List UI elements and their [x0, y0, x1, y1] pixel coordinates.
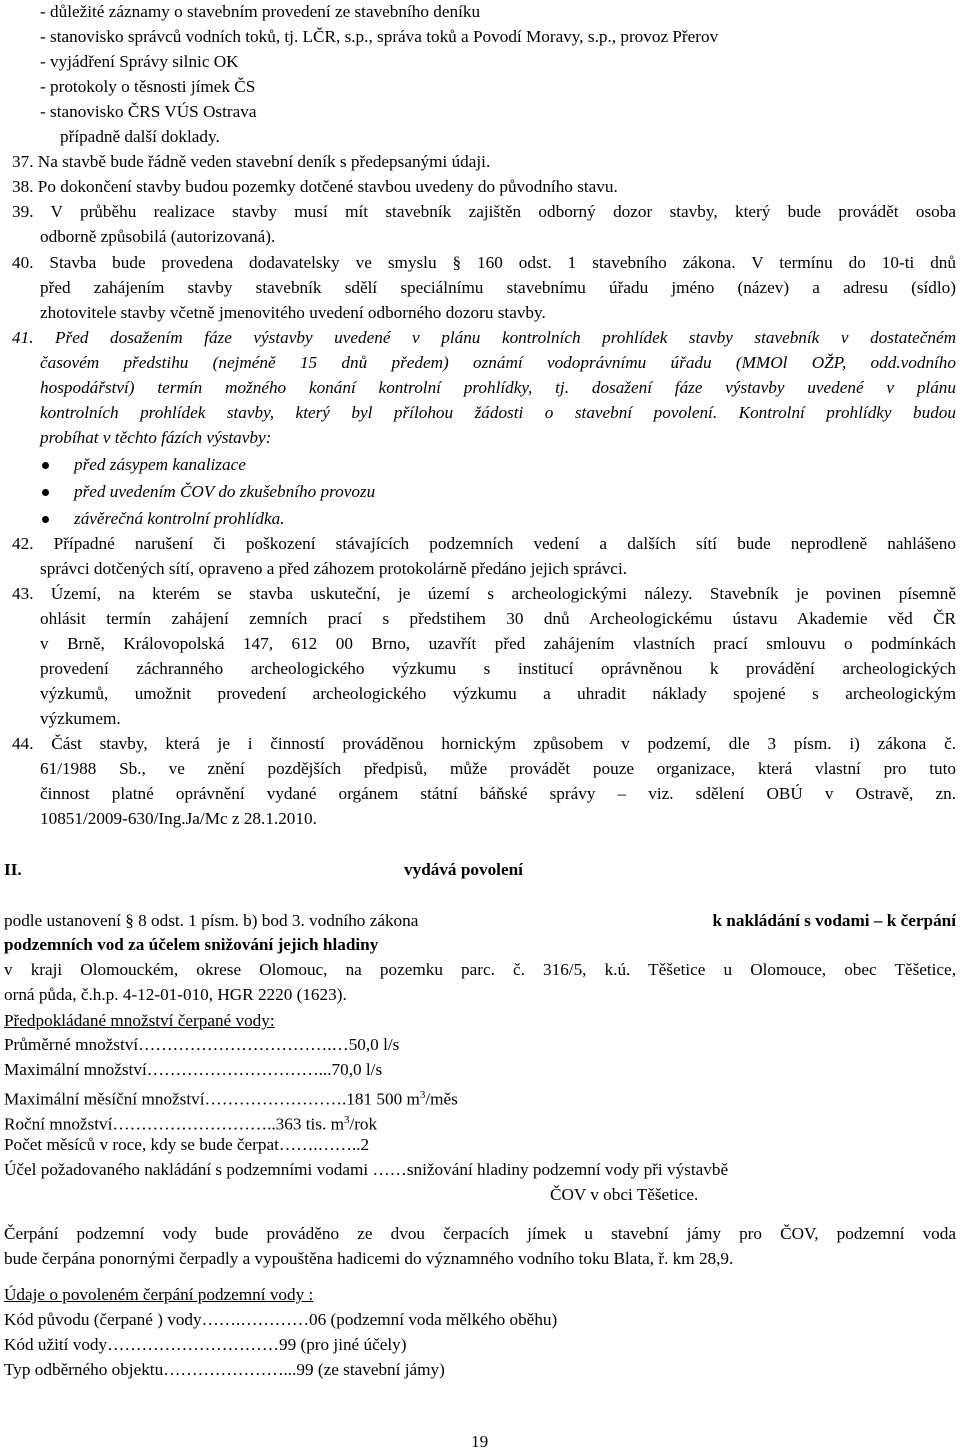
condition-40-line: zhotovitele stavby včetně jmenovitého uvedení odborného dozoru stavby. [40, 303, 546, 322]
condition-43-line: výzkumem. [40, 709, 121, 728]
code-dots: …….………… [201, 1310, 310, 1329]
amount-value: 2 [360, 1135, 370, 1154]
basis-text: podle ustanovení § 8 odst. 1 písm. b) bod 3. vodního zákona [4, 911, 419, 930]
condition-44-line: 10851/2009-630/Ing.Ja/Mc z 28.1.2010. [40, 809, 317, 828]
amount-value: 70,0 l/s [331, 1060, 383, 1079]
condition-41-line: 41. Před dosažením fáze výstavby uvedené v plánu kontrolních prohlídek stavby stavebník v dostatečném [12, 328, 956, 347]
amount-unit: /měs [425, 1089, 458, 1109]
purpose-value: ČOV v obci Těšetice. [550, 1185, 699, 1204]
basis-line [4, 911, 956, 931]
condition-41-line: hospodářství) termín možného konání kontrolní prohlídky, tj. dosažení fáze výstavby uvedené v plánu [40, 378, 956, 397]
amount-label: Počet měsíců v roce, kdy se bude čerpat [4, 1135, 279, 1154]
dash-item: - protokoly o těsnosti jímek ČS [40, 77, 256, 96]
condition-43-line: výzkumů, umožnit provedení archeologického výzkumu a uhradit náklady spojené s archeologickým [40, 684, 956, 703]
dash-tail: případně další doklady. [60, 127, 220, 146]
amount-dots: ……………………….. [112, 1114, 276, 1134]
code-row [4, 1335, 406, 1355]
purpose-dots: …… [372, 1160, 407, 1179]
amount-dots: …………………………... [146, 1060, 332, 1079]
condition-41-line: kontrolních prohlídek stavby, který byl přílohou žádosti o stavební povolení. Kontrolní prohlídky budou [40, 403, 956, 422]
condition-43-line: v Brně, Královopolská 147, 612 00 Brno, uzavřít před zahájením vlastních prací smlouvu o podmínkách [40, 634, 956, 653]
amount-row [4, 1085, 458, 1110]
section-title: vydává povolení [404, 860, 523, 879]
code-value: 06 (podzemní voda mělkého oběhu) [309, 1310, 558, 1329]
amount-label: Roční množství [4, 1114, 113, 1134]
condition-39-line: odborně způsobilá (autorizovaná). [40, 227, 276, 246]
location-line: v kraji Olomouckém, okrese Olomouc, na pozemku parc. č. 316/5, k.ú. Těšetice u Olomouce, obec Těšetice, [4, 960, 956, 979]
amount-label: Maximální množství [4, 1060, 147, 1079]
amount-value: 181 500 m [346, 1089, 420, 1109]
amounts-heading: Předpokládané množství čerpané vody: [4, 1011, 275, 1030]
amount-dots: ……………………. [204, 1089, 347, 1109]
code-value: 99 (pro jiné účely) [279, 1335, 407, 1354]
amount-value: 50,0 l/s [348, 1035, 400, 1054]
amount-dots: …………………………….… [138, 1035, 349, 1054]
amount-label: Průměrné množství [4, 1035, 139, 1054]
bullet-icon [42, 462, 49, 469]
pumping-line: Čerpání podzemní vody bude prováděno ze dvou čerpacích jímek u stavební jámy pro ČOV, podzemní voda [4, 1224, 956, 1243]
bullet-item: před uvedením ČOV do zkušebního provozu [74, 482, 376, 501]
code-label: Typ odběrného objektu [4, 1360, 164, 1379]
condition-44-line: činnost platné oprávnění vydané orgánem státní báňské správy – viz. sdělení OBÚ v Ostravě, zn. [40, 784, 956, 803]
condition-42-line: správci dotčených sítí, opraveno a před záhozem protokolárně předáno jejich správci. [40, 559, 628, 578]
condition-40-line: 40. Stavba bude provedena dodavatelsky ve smyslu § 160 odst. 1 stavebního zákona. V termínu do 10-ti dnů [12, 253, 956, 272]
location-line: orná půda, č.h.p. 4-12-01-010, HGR 2220 (1623). [4, 985, 347, 1004]
code-label: Kód původu (čerpané ) vody [4, 1310, 202, 1329]
condition-37: 37. Na stavbě bude řádně veden stavební deník s předepsanými údaji. [12, 152, 491, 171]
condition-44-line: 61/1988 Sb., ve znění pozdějších předpisů, může provádět pouze organizace, která vlastní pro tuto [40, 759, 956, 778]
basis-permit-text: podzemních vod za účelem snižování jejich hladiny [4, 935, 379, 954]
dash-item: - stanovisko ČRS VÚS Ostrava [40, 102, 257, 121]
condition-43-line: 43. Území, na kterém se stavba uskuteční, je území s archeologickými nálezy. Stavebník je povinen písemně [12, 584, 956, 603]
condition-41-line: probíhat v těchto fázích výstavby: [40, 428, 272, 447]
condition-43-line: ohlásit termín zahájení zemních prací s předstihem 30 dnů Archeologickému ústavu Akademie věd ČR [40, 609, 956, 628]
bullet-item: před zásypem kanalizace [74, 455, 246, 474]
purpose-row [4, 1160, 728, 1180]
dash-item: - stanovisko správců vodních toků, tj. LČR, s.p., správa toků a Povodí Moravy, s.p., provoz Přerov [40, 27, 719, 46]
bullet-icon [42, 516, 49, 523]
condition-42-line: 42. Případné narušení či poškození stávajících podzemních vedení a dalších sítí bude neprodleně nahlášeno [12, 534, 956, 553]
basis-permit-text: k nakládání s vodami – k čerpání [712, 911, 956, 930]
purpose-value: snižování hladiny podzemní vody při výstavbě [406, 1160, 729, 1179]
amount-value: 363 tis. m [275, 1114, 344, 1134]
code-value: 99 (ze stavební jámy) [296, 1360, 445, 1379]
bullet-icon [42, 489, 49, 496]
page-number: 19 [471, 1432, 489, 1451]
data-heading: Údaje o povoleném čerpání podzemní vody : [4, 1285, 314, 1304]
amount-row [4, 1060, 382, 1080]
code-row [4, 1360, 445, 1380]
amount-superscript: 3 [419, 1089, 426, 1101]
dash-item: - důležité záznamy o stavebním provedení ze stavebního deníku [40, 2, 481, 21]
amount-superscript: 3 [343, 1114, 350, 1126]
condition-44-line: 44. Část stavby, která je i činností prováděnou hornickým způsobem v podzemí, dle 3 písm. i) zákona č. [12, 734, 956, 753]
amount-label: Maximální měsíční množství [4, 1089, 205, 1109]
condition-41-line: časovém předstihu (nejméně 15 dnů předem) oznámí vodoprávnímu úřadu (MMOl OŽP, odd.vodního [40, 353, 956, 372]
amount-row [4, 1035, 399, 1055]
section-number: II. [4, 860, 22, 879]
condition-43-line: provedení záchranného archeologického výzkumu s institucí oprávněnou k provádění archeologických [40, 659, 956, 678]
amount-unit: /rok [349, 1114, 378, 1134]
amount-row [4, 1110, 377, 1135]
code-dots: ………………………… [107, 1335, 279, 1354]
condition-38: 38. Po dokončení stavby budou pozemky dotčené stavbou uvedeny do původního stavu. [12, 177, 618, 196]
code-row [4, 1310, 557, 1330]
pumping-line: bude čerpána ponornými čerpadly a vypouštěna hadicemi do významného vodního toku Blata, ř. km 28,9. [4, 1249, 734, 1268]
condition-39-line: 39. V průběhu realizace stavby musí mít stavebník zajištěn odborný dozor stavby, který bude provádět osoba [12, 202, 956, 221]
condition-40-line: před zahájením stavby stavebník sdělí speciálnímu stavebnímu úřadu jméno (název) a adresu (sídlo) [40, 278, 956, 297]
code-label: Kód užití vody [4, 1335, 108, 1354]
dash-item: - vyjádření Správy silnic OK [40, 52, 239, 71]
purpose-label: Účel požadovaného nakládání s podzemními vodami [4, 1160, 369, 1179]
bullet-item: závěrečná kontrolní prohlídka. [74, 509, 285, 528]
amount-dots: …….…….. [278, 1135, 361, 1154]
amount-row [4, 1135, 369, 1155]
code-dots: …………………... [163, 1360, 297, 1379]
